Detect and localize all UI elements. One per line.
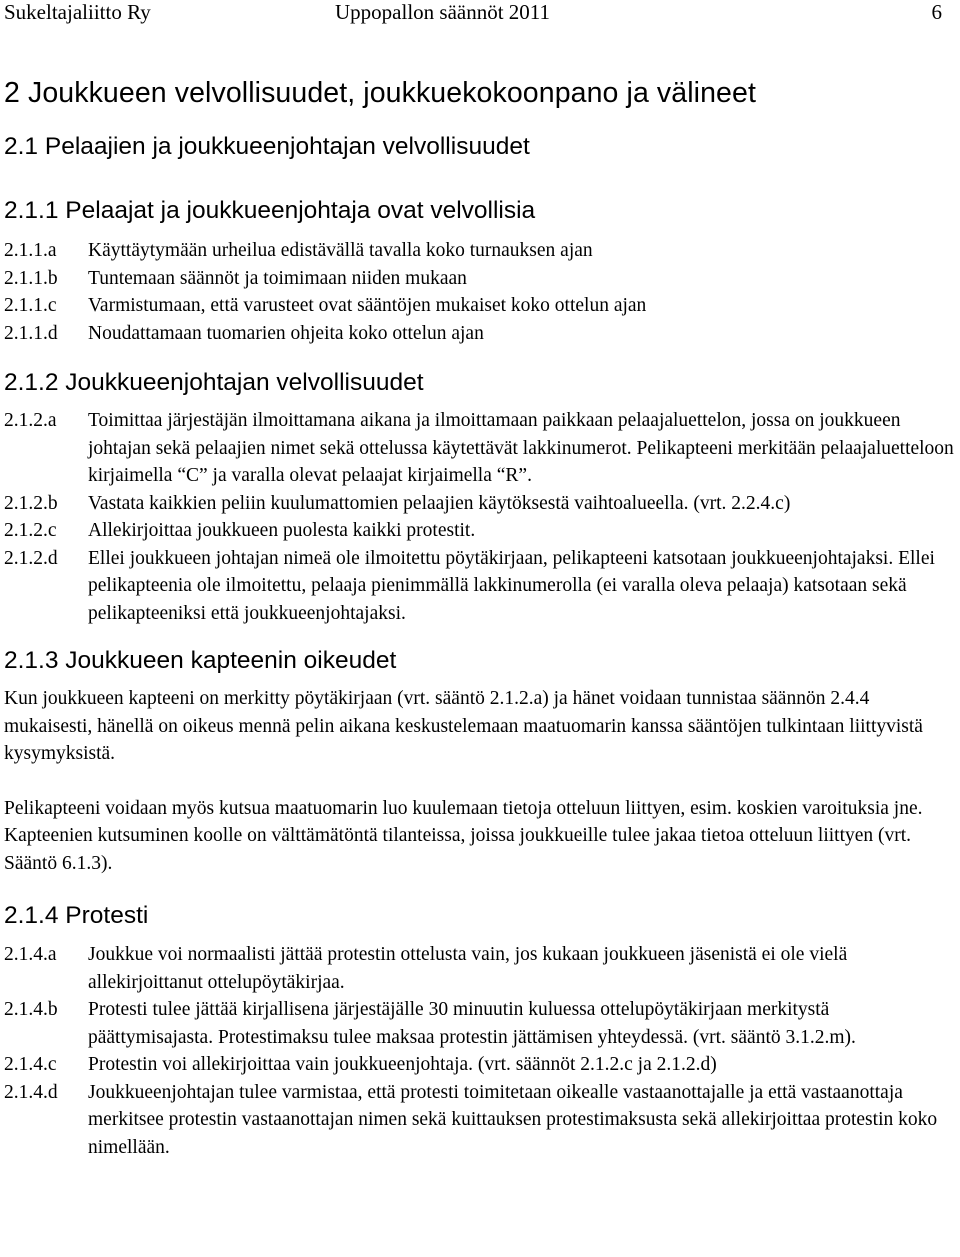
- item-text: Vastata kaikkien peliin kuulumattomien pelaajien käytöksestä vaihtoalueella. (vrt. 2.2.4.c): [88, 492, 791, 514]
- list-item: [4, 996, 954, 1051]
- item-text: Protestin voi allekirjoittaa vain joukkueenjohtaja. (vrt. säännöt 2.1.2.c ja 2.1.2.d): [88, 1054, 717, 1075]
- section-2-1-4-list: [4, 941, 954, 1161]
- header-org: Sukeltajaliitto Ry: [4, 0, 151, 24]
- item-text: Toimittaa järjestäjän ilmoittamana aikana ja ilmoittamaan paikkaan pelaajaluettelon, jossa on joukkueen johtajan sekä pelaajien nimet sekä ottelussa käytettävät lakkinumerot. Pelikapteeni merkitään pelaajaluetteloon kirjaimella “C” ja varalla olevat pelaajat kirjaimella “R”.: [88, 410, 954, 486]
- list-item: [4, 941, 954, 996]
- paragraph: Pelikapteeni voidaan myös kutsua maatuomarin luo kuulemaan tietoja otteluun liittyen, esim. koskien varoituksia jne. Kapteenien kutsuminen koolle on välttämätöntä tilanteissa, joissa joukkueille tulee jakaa tietoa otteluun liittyen (vrt. Sääntö 6.1.3).: [4, 797, 923, 874]
- list-item: [4, 1051, 954, 1079]
- item-text: Joukkueenjohtajan tulee varmistaa, että protesti toimitetaan oikealle vastaanottajalle ja että vastaanottaja merkitsee protestin vastaanottajan nimen sekä kuittauksen protestimaksusta sekä allekirjoittaa protestin koko nimellään.: [88, 1081, 938, 1158]
- item-number: 2.1.4.d: [4, 1081, 58, 1103]
- item-number: 2.1.1.c: [4, 295, 57, 316]
- list-item: [4, 517, 954, 545]
- section-2-1-2-title: 2.1.2 Joukkueenjohtajan velvollisuudet: [4, 369, 424, 396]
- section-2-1-1-title: 2.1.1 Pelaajat ja joukkueenjohtaja ovat velvollisia: [4, 197, 536, 224]
- list-item: [4, 237, 954, 265]
- item-number: 2.1.4.c: [4, 1054, 57, 1075]
- list-item: [4, 490, 954, 518]
- header-doc-title: Uppopallon säännöt 2011: [335, 0, 551, 24]
- item-number: 2.1.1.a: [4, 240, 57, 261]
- list-item: [4, 320, 954, 348]
- item-text: Ellei joukkueen johtajan nimeä ole ilmoitettu pöytäkirjaan, pelikapteeni katsotaan joukkueenjohtajaksi. Ellei pelikapteenia ole ilmoitettu, pelaaja pienimmällä lakkinumerolla (ei varalla oleva pelaaja) katsotaan sekä pelikapteeniksi että joukkueenjohtajaksi.: [88, 547, 935, 624]
- section-2-1-1-list: [4, 237, 954, 347]
- item-text: Protesti tulee jättää kirjallisena järjestäjälle 30 minuutin kuluessa ottelupöytäkirjaan merkitystä päättymisajasta. Protestimaksu tulee maksaa protestin jättämisen yhteydessä. (vrt. sääntö 3.1.2.m).: [88, 999, 856, 1048]
- section-2-1-2-list: [4, 407, 954, 627]
- list-item: [4, 292, 954, 320]
- section-2-1-3-body: [4, 685, 954, 877]
- section-2-1-title: 2.1 Pelaajien ja joukkueenjohtajan velvollisuudet: [4, 133, 530, 160]
- list-item: [4, 407, 954, 490]
- item-text: Tuntemaan säännöt ja toimimaan niiden mukaan: [88, 267, 467, 289]
- item-number: 2.1.4.a: [4, 944, 57, 965]
- item-number: 2.1.2.b: [4, 492, 58, 514]
- item-number: 2.1.1.d: [4, 322, 58, 344]
- header-page-number: 6: [931, 0, 942, 24]
- item-text: Allekirjoittaa joukkueen puolesta kaikki protestit.: [88, 520, 476, 541]
- paragraph: Kun joukkueen kapteeni on merkitty pöytäkirjaan (vrt. sääntö 2.1.2.a) ja hänet voidaan tunnistaa säännön 2.4.4 mukaisesti, hänellä on oikeus mennä pelin aikana keskustelemaan maatuomarin kanssa sääntöjen tulkintaan liittyvistä kysymyksistä.: [4, 688, 923, 764]
- section-2-1-3-title: 2.1.3 Joukkueen kapteenin oikeudet: [4, 647, 397, 674]
- chapter-title: 2 Joukkueen velvollisuudet, joukkuekokoonpano ja välineet: [4, 77, 756, 109]
- item-number: 2.1.4.b: [4, 999, 58, 1020]
- item-text: Joukkue voi normaalisti jättää protestin ottelusta vain, jos kukaan joukkueen jäsenistä ei ole vielä allekirjoittanut ottelupöytäkirjaa.: [88, 944, 848, 993]
- list-item: [4, 265, 954, 293]
- item-number: 2.1.2.d: [4, 547, 58, 569]
- item-text: Varmistumaan, että varusteet ovat sääntöjen mukaiset koko ottelun ajan: [88, 295, 647, 316]
- list-item: [4, 1079, 954, 1162]
- list-item: [4, 545, 954, 628]
- item-number: 2.1.2.c: [4, 520, 57, 541]
- item-text: Käyttäytymään urheilua edistävällä tavalla koko turnauksen ajan: [88, 240, 593, 261]
- item-text: Noudattamaan tuomarien ohjeita koko ottelun ajan: [88, 322, 484, 344]
- item-number: 2.1.2.a: [4, 410, 57, 431]
- item-number: 2.1.1.b: [4, 267, 58, 289]
- section-2-1-4-title: 2.1.4 Protesti: [4, 902, 149, 929]
- page-header: [4, 0, 954, 24]
